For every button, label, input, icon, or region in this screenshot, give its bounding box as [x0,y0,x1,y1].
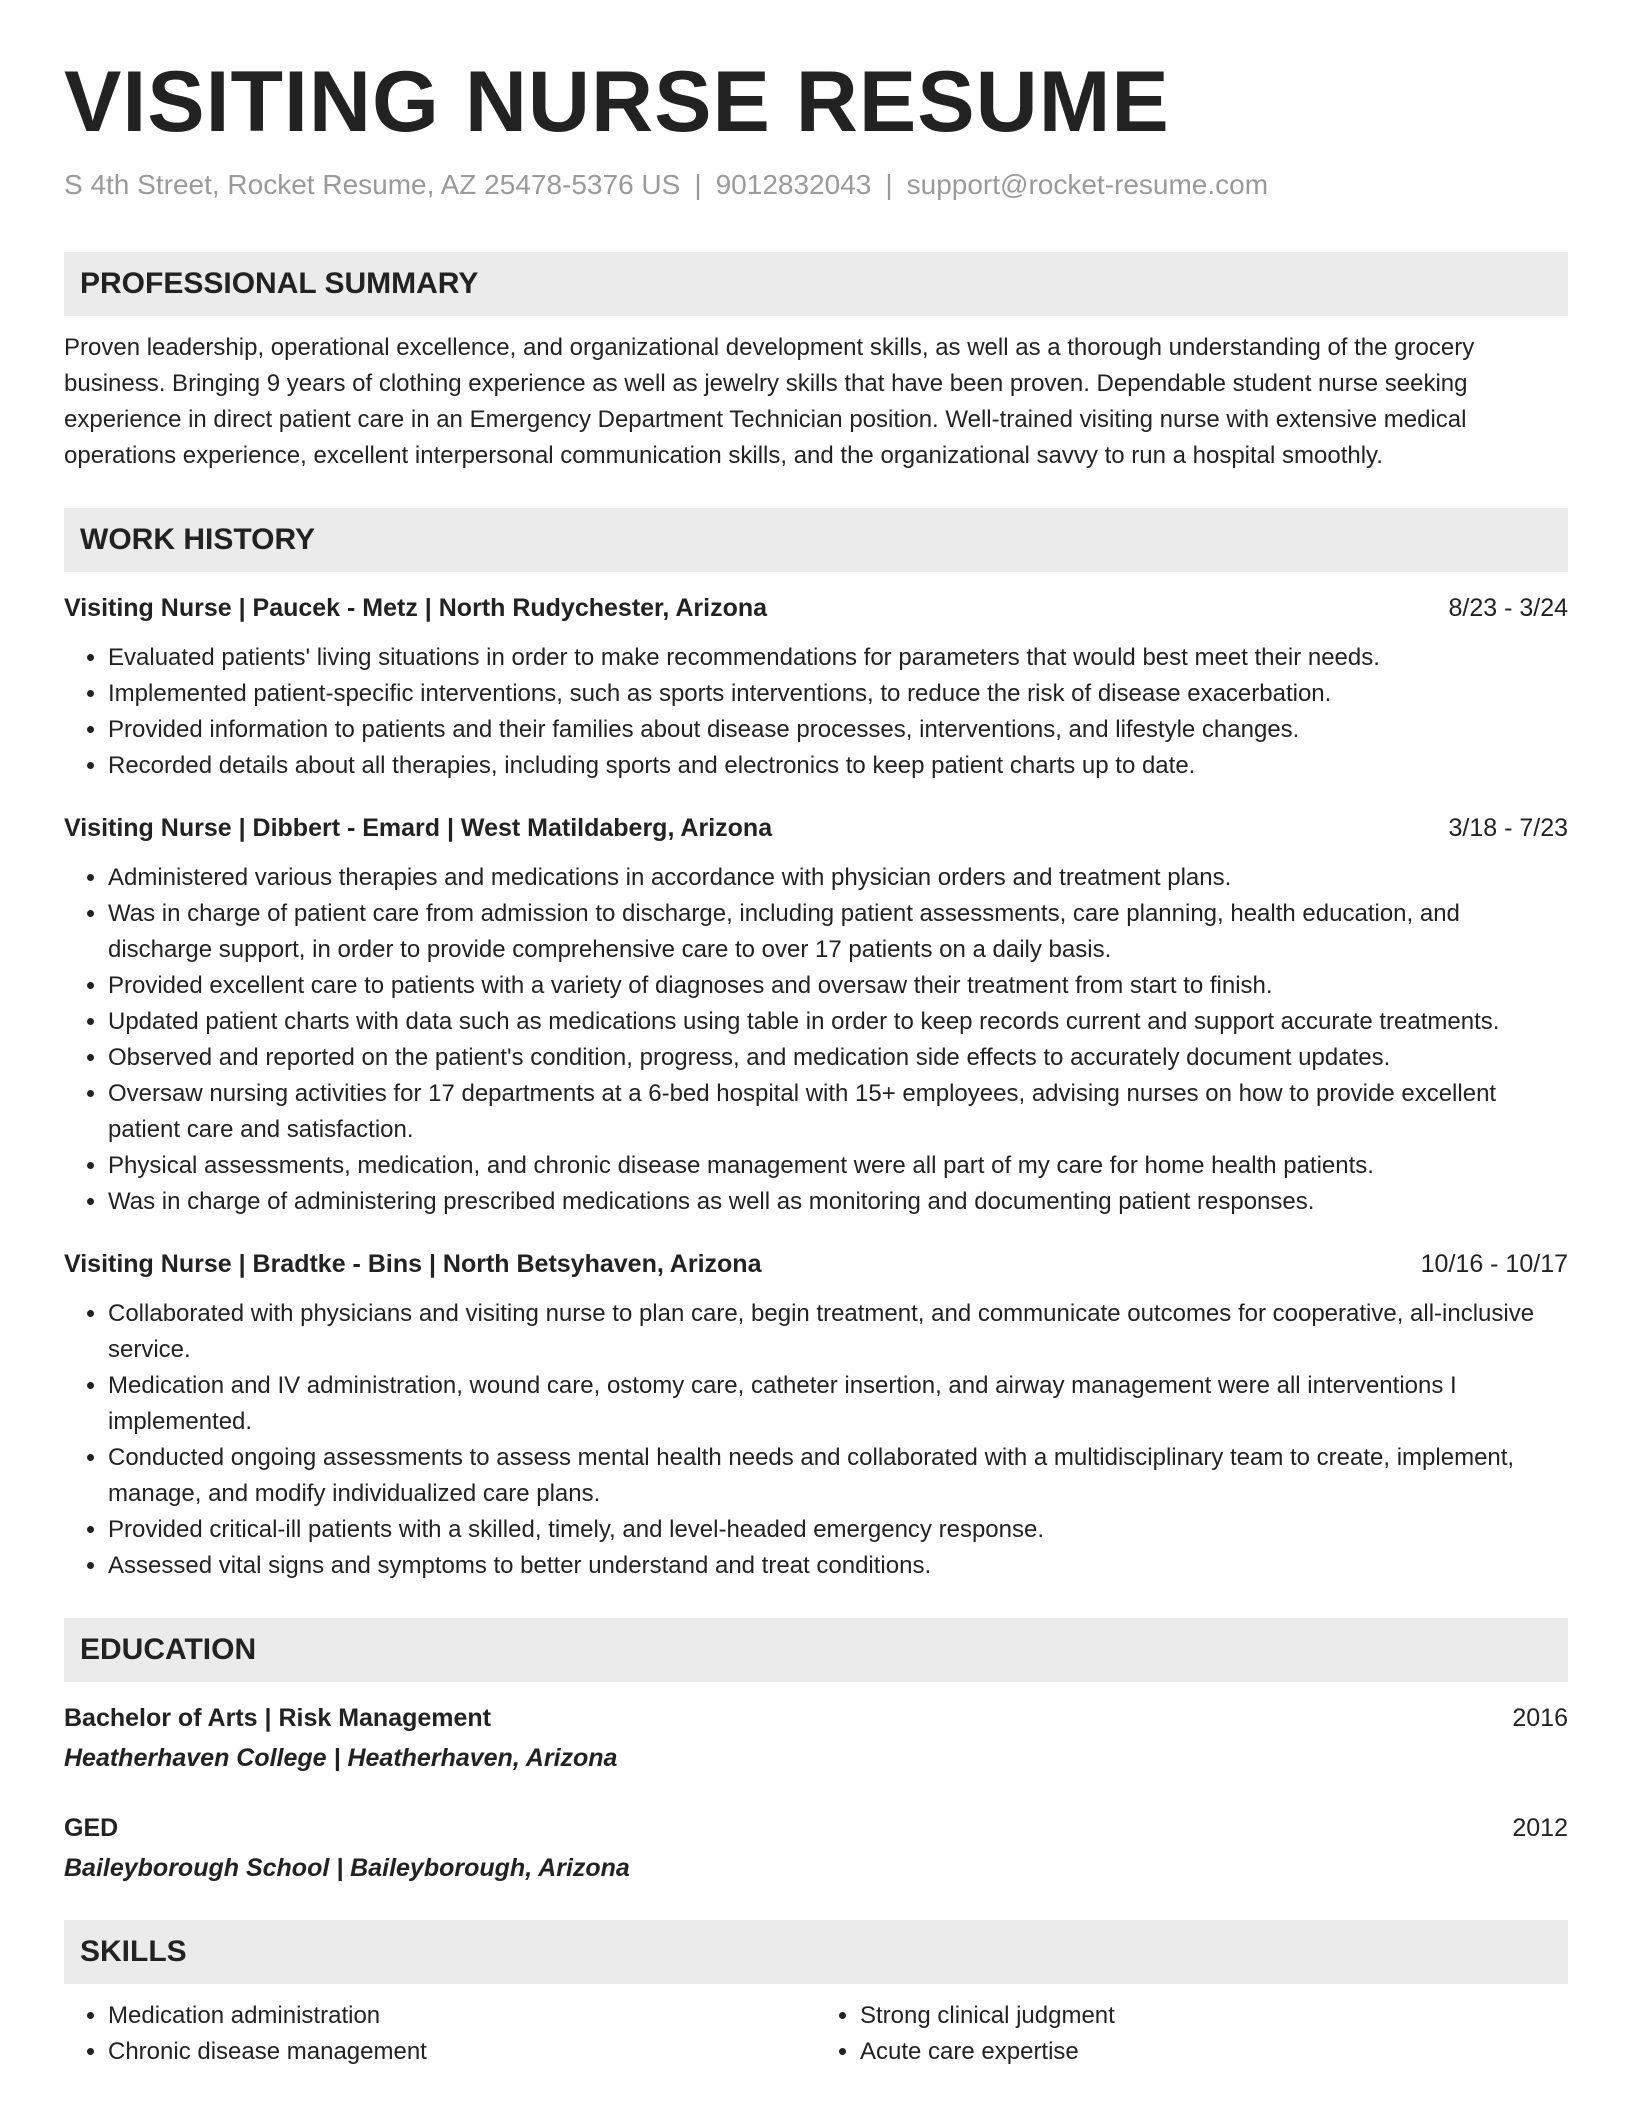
job-bullet: • Medication and IV administration, wound care, ostomy care, catheter insertion, and airway management were all interventions I implemented. [108,1368,1568,1440]
job-bullet: • Conducted ongoing assessments to assess mental health needs and collaborated with a multidisciplinary team to create, implement, manage, and modify individualized care plans. [108,1440,1568,1512]
job-bullet: • Was in charge of patient care from admission to discharge, including patient assessments, care planning, health education, and discharge support, in order to provide comprehensive care to over 17 patients on a daily basis. [108,896,1568,968]
contact-phone: 9012832043 [715,169,872,200]
skills-list-right [816,1998,1568,2070]
contact-address: S 4th Street, Rocket Resume, AZ 25478-5376 US [64,169,681,200]
education-header [64,1810,1568,1846]
job-header [64,1246,1568,1282]
education-degree: GED [64,1814,119,1842]
skill-item: • Medication administration [108,1998,816,2034]
summary-text: Proven leadership, operational excellence, and organizational development skills, as well as a thorough understanding of the grocery business. Bringing 9 years of clothing experience as well as jewelry skills that have been proven. Dependable student nurse seeking experience in direct patient care in an Emergency Department Technician position. Well-trained visiting nurse with extensive medical operations experience, excellent interpersonal communication skills, and the organizational savvy to run a hospital smoothly. [64,334,1475,469]
contact-line [64,168,1568,202]
job-bullet: • Provided critical-ill patients with a skilled, timely, and level-headed emergency response. [108,1512,1568,1548]
job-bullet-list [64,860,1568,1220]
job-bullet-list [64,640,1568,784]
job-header [64,810,1568,846]
job-bullet: • Recorded details about all therapies, including sports and electronics to keep patient charts up to date. [108,748,1568,784]
job-bullet: • Updated patient charts with data such as medications using table in order to keep records current and support accurate treatments. [108,1004,1568,1040]
contact-separator: | [885,169,893,200]
section-heading-work-history: WORK HISTORY [64,508,1568,572]
job-entry [64,810,1568,1220]
job-bullet: • Collaborated with physicians and visiting nurse to plan care, begin treatment, and communicate outcomes for cooperative, all-inclusive service. [108,1296,1568,1368]
section-heading-skills: SKILLS [64,1920,1568,1984]
resume-title: VISITING NURSE RESUME [64,54,1170,150]
section-heading-summary: PROFESSIONAL SUMMARY [64,252,1568,316]
job-dates: 8/23 - 3/24 [1448,594,1568,622]
job-bullet: • Administered various therapies and medications in accordance with physician orders and treatment plans. [108,860,1568,896]
skills-list-left [64,1998,816,2070]
education-entry [64,1810,1568,1886]
job-bullet: • Provided excellent care to patients with a variety of diagnoses and oversaw their treatment from start to finish. [108,968,1568,1004]
job-title: Visiting Nurse | Bradtke - Bins | North Betsyhaven, Arizona [64,1250,762,1278]
education-degree: Bachelor of Arts | Risk Management [64,1704,492,1732]
job-bullet: • Oversaw nursing activities for 17 departments at a 6-bed hospital with 15+ employees, advising nurses on how to provide excellent patient care and satisfaction. [108,1076,1568,1148]
contact-separator: | [694,169,702,200]
job-bullet: • Assessed vital signs and symptoms to better understand and treat conditions. [108,1548,1568,1584]
job-bullet: • Was in charge of administering prescribed medications as well as monitoring and documenting patient responses. [108,1184,1568,1220]
job-title: Visiting Nurse | Dibbert - Emard | West Matildaberg, Arizona [64,814,773,842]
contact-email: support@rocket-resume.com [906,169,1269,200]
education-header [64,1700,1568,1736]
skill-item: • Strong clinical judgment [860,1998,1568,2034]
education-entry [64,1700,1568,1776]
job-bullet: • Implemented patient-specific interventions, such as sports interventions, to reduce the risk of disease exacerbation. [108,676,1568,712]
job-dates: 3/18 - 7/23 [1448,814,1568,842]
job-bullet: • Observed and reported on the patient's condition, progress, and medication side effects to accurately document updates. [108,1040,1568,1076]
education-school: Heatherhaven College | Heatherhaven, Arizona [64,1744,618,1772]
job-header [64,590,1568,626]
job-bullet-list [64,1296,1568,1584]
education-school: Baileyborough School | Baileyborough, Arizona [64,1854,630,1882]
section-heading-education: EDUCATION [64,1618,1568,1682]
job-bullet: • Physical assessments, medication, and chronic disease management were all part of my care for home health patients. [108,1148,1568,1184]
skill-item: • Chronic disease management [108,2034,816,2070]
job-dates: 10/16 - 10/17 [1420,1250,1568,1278]
education-year: 2016 [1512,1704,1568,1732]
job-bullet: • Provided information to patients and their families about disease processes, interventions, and lifestyle changes. [108,712,1568,748]
job-entry [64,1246,1568,1584]
job-title: Visiting Nurse | Paucek - Metz | North Rudychester, Arizona [64,594,768,622]
job-entry [64,590,1568,784]
job-bullet: • Evaluated patients' living situations in order to make recommendations for parameters that would best meet their needs. [108,640,1568,676]
skills-columns [64,1998,1568,2070]
education-year: 2012 [1512,1814,1568,1842]
skill-item: • Acute care expertise [860,2034,1568,2070]
